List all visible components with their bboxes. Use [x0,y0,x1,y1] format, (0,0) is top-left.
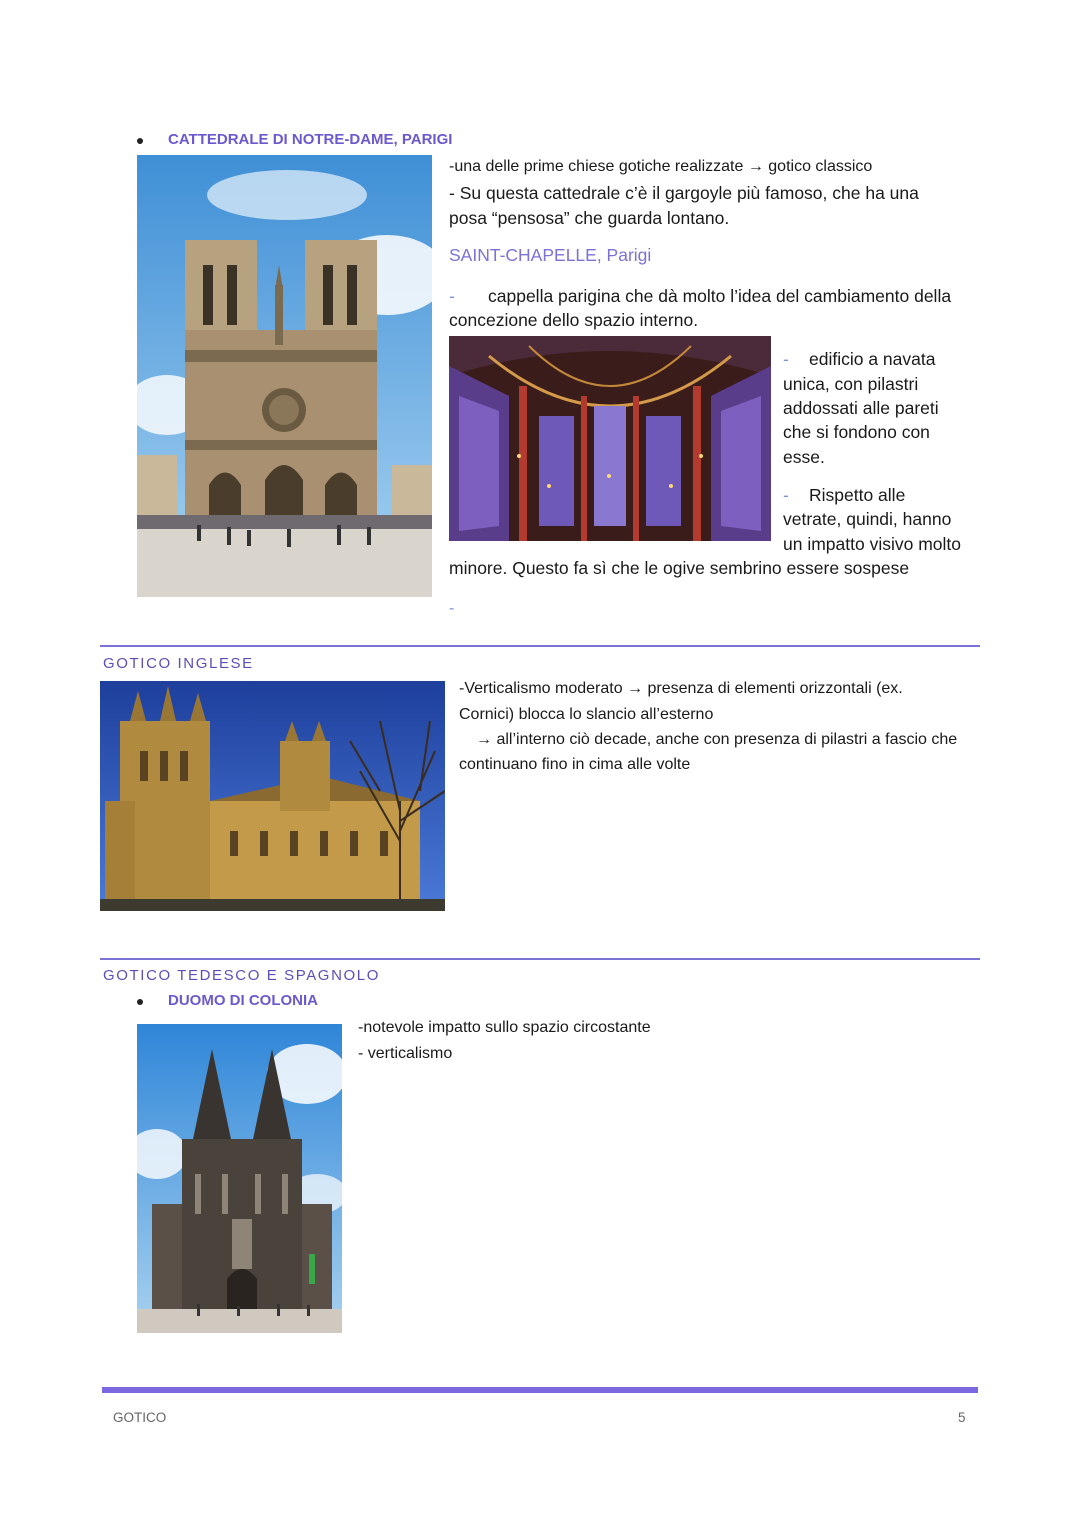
bullet-icon [137,999,143,1005]
notre-dame-photo [137,155,432,597]
side2-line-1: vetrate, quindi, hanno [783,509,952,529]
section-divider [100,958,980,960]
side1-line-1: unica, con pilastri [783,374,919,394]
gotico-inglese-line-1: Cornici) blocca lo slancio all’esterno [459,706,714,723]
duomo-line-0: -notevole impatto sullo spazio circostante [358,1019,651,1036]
cologne-cathedral-photo [137,1024,342,1333]
notre-dame-line1: -una delle prime chiese gotiche realizzate → gotico classico [449,158,873,175]
notre-dame-line2a: - Su questa cattedrale c’è il gargoyle più famoso, che ha una [449,183,919,203]
gotico-inglese-line-3: continuano fino in cima alle volte [459,756,691,773]
side1-line-0: edificio a navata [809,349,936,369]
side2-line-2: un impatto visivo molto [783,534,961,554]
dash-marker: - [783,485,789,505]
dash-marker: - [783,349,789,369]
side1-line-3: che si fondono con [783,422,930,442]
gotico-inglese-heading: GOTICO INGLESE [103,655,254,672]
page-number: 5 [958,1410,966,1425]
gotico-tedesco-heading: GOTICO TEDESCO E SPAGNOLO [103,967,380,984]
duomo-line-1: - verticalismo [358,1045,453,1062]
dash-marker: - [449,286,455,306]
saint-chapelle-p1b: concezione dello spazio interno. [449,310,699,330]
footer-title: GOTICO [113,1410,167,1425]
dash-marker: - [449,600,455,617]
section-divider [100,645,980,647]
saint-chapelle-heading: SAINT-CHAPELLE, Parigi [449,245,652,265]
bullet-icon [137,138,143,144]
duomo-colonia-title: DUOMO DI COLONIA [168,992,318,1009]
saint-chapelle-photo [449,336,771,541]
side1-line-2: addossati alle pareti [783,398,939,418]
notre-dame-line2b: posa “pensosa” che guarda lontano. [449,208,730,228]
gotico-inglese-line-0: -Verticalismo moderato → presenza di elementi orizzontali (ex. [459,680,903,697]
canterbury-photo [100,681,445,911]
notre-dame-title: CATTEDRALE DI NOTRE-DAME, PARIGI [168,131,453,148]
footer-rule [102,1387,978,1393]
saint-chapelle-final-line: minore. Questo fa sì che le ogive sembrino essere sospese [449,558,910,578]
side1-line-4: esse. [783,447,825,467]
saint-chapelle-p1a: cappella parigina che dà molto l’idea del cambiamento della [488,286,952,306]
side2-line-0: Rispetto alle [809,485,906,505]
gotico-inglese-line-2: → all’interno ciò decade, anche con presenza di pilastri a fascio che [476,731,958,748]
